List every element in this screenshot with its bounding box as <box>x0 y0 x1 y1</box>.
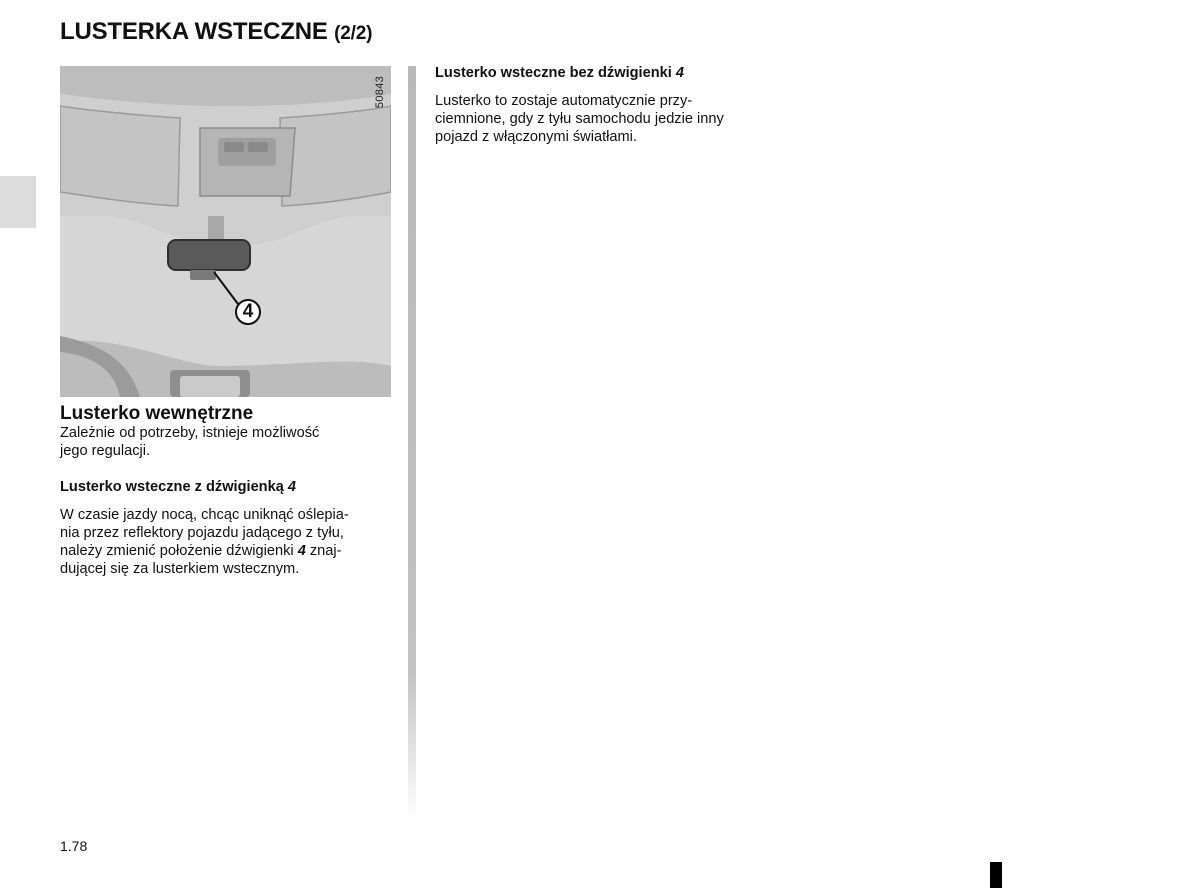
page-number: 1.78 <box>60 838 88 854</box>
auto-dim-line-2: ciemnione, gdy z tyłu samochodu jedzie inny <box>435 111 724 127</box>
subsection-title: Lusterko wsteczne z dźwigienką <box>60 479 284 495</box>
intro-line-2: jego regulacji. <box>60 443 151 459</box>
callout-marker: 4 <box>235 299 261 325</box>
auto-dim-line-3: pojazd z włączonymi światłami. <box>435 129 637 145</box>
right-subsection-title: Lusterko wsteczne bez dźwigienki <box>435 65 672 81</box>
subsection-heading-with-lever <box>60 478 391 496</box>
right-subsection-title-ref: 4 <box>675 65 684 81</box>
lever-line-3-before: należy zmienić położenie dźwigienki <box>60 543 294 559</box>
interior-rearview-mirror-illustration <box>60 66 391 397</box>
auto-dim-line-1: Lusterko to zostaje automatycznie przy- <box>435 93 693 109</box>
lever-line-2: nia przez reflektory pojazdu jadącego z tyłu, <box>60 525 344 541</box>
lever-line-3-after: znaj- <box>309 543 342 559</box>
right-column <box>435 64 765 146</box>
page-title <box>60 18 372 46</box>
section-tab-marker <box>0 176 36 228</box>
figure-reference-number: 50843 <box>374 76 386 109</box>
page-part-indicator: (2/2) <box>334 23 373 44</box>
subsection-heading-without-lever <box>435 64 765 82</box>
page-corner-marker <box>990 862 1002 888</box>
page-title-text: LUSTERKA WSTECZNE <box>60 18 328 45</box>
intro-line-1: Zależnie od potrzeby, istnieje możliwość <box>60 425 320 441</box>
section-heading: Lusterko wewnętrzne <box>60 403 254 424</box>
lever-line-4: dującej się za lusterkiem wstecznym. <box>60 561 300 577</box>
left-column <box>60 66 391 578</box>
lever-line-1: W czasie jazdy nocą, chcąc uniknąć oślepia- <box>60 507 349 523</box>
auto-dim-paragraph <box>435 92 765 146</box>
lever-paragraph <box>60 506 391 578</box>
intro-paragraph <box>60 424 391 460</box>
lever-line-3-ref: 4 <box>297 543 306 559</box>
subsection-title-ref: 4 <box>287 479 297 495</box>
column-divider <box>408 66 416 821</box>
mirror-figure <box>60 66 391 397</box>
